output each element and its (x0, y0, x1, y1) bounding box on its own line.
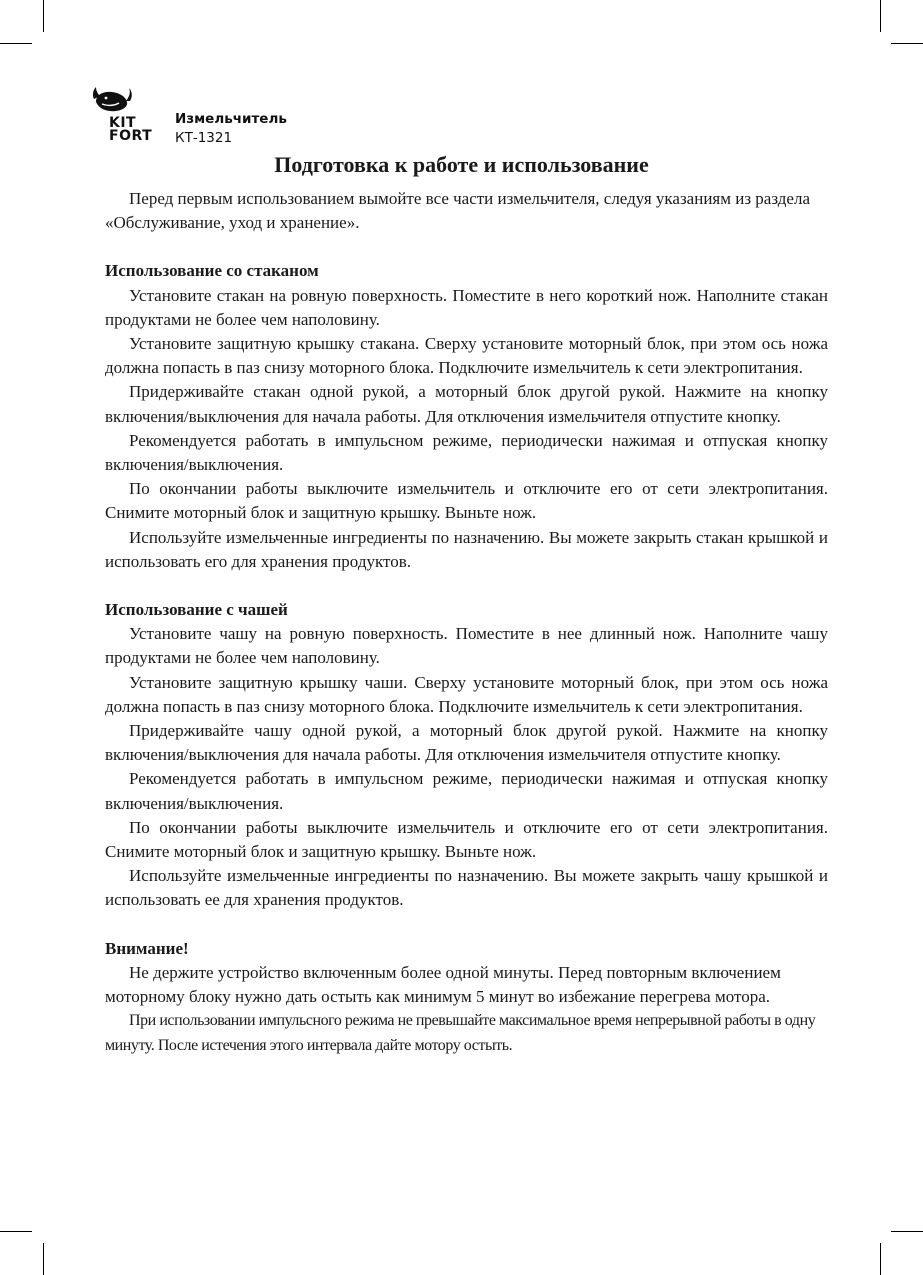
brand-line-1: KIT (109, 115, 137, 131)
brand-line-2: FORT (109, 128, 153, 144)
intro-paragraph: Перед первым использованием вымойте все части измельчителя, следуя указаниям из раздела «Обслуживание, уход и хранение». (105, 189, 810, 233)
section-heading-bowl: Использование с чашей (105, 600, 288, 620)
paragraph: Рекомендуется работать в импульсном режиме, периодически нажимая и отпуская кнопку включения/выключения. (105, 430, 828, 475)
crop-mark (891, 1231, 923, 1232)
paragraph: Придерживайте стакан одной рукой, а моторный блок другой рукой. Нажмите на кнопку включения/выключения для начала работы. Для отключения измельчителя отпустите кнопку. (105, 382, 828, 426)
section-heading-warning: Внимание! (105, 938, 189, 958)
document-body (105, 187, 828, 1058)
crop-mark (43, 1243, 44, 1275)
paragraph: Используйте измельченные ингредиенты по назначению. Вы можете закрыть стакан крышкой и использовать его для хранения продуктов. (105, 527, 828, 571)
paragraph: При использовании импульсного режима не превышайте максимальное время непрерывной работы в одну минуту. После истечения этого интервала дайте мотору остыть. (105, 1012, 816, 1054)
section-heading-glass: Использование со стаканом (105, 261, 319, 281)
paragraph: Придерживайте чашу одной рукой, а моторный блок другой рукой. Нажмите на кнопку включения/выключения для начала работы. Для отключения измельчителя отпустите кнопку. (105, 721, 828, 765)
page-title: Подготовка к работе и использование (274, 152, 649, 177)
whale-icon (92, 85, 134, 113)
paragraph: Установите защитную крышку чаши. Сверху установите моторный блок, при этом ось ножа должна попасть в паз снизу моторного блока. Подключите измельчитель к сети электропитания. (105, 672, 828, 716)
paragraph: По окончании работы выключите измельчитель и отключите его от сети электропитания. Снимите моторный блок и защитную крышку. Выньте нож. (105, 817, 828, 862)
paragraph: Установите чашу на ровную поверхность. Поместите в нее длинный нож. Наполните чашу продуктами не более чем наполовину. (105, 624, 828, 668)
paragraph: Используйте измельченные ингредиенты по назначению. Вы можете закрыть чашу крышкой и использовать ее для хранения продуктов. (105, 866, 828, 910)
paragraph: Установите защитную крышку стакана. Сверху установите моторный блок, при этом ось ножа должна попасть в паз снизу моторного блока. Подключите измельчитель к сети электропитания. (105, 334, 828, 378)
paragraph: Рекомендуется работать в импульсном режиме, периодически нажимая и отпуская кнопку включения/выключения. (105, 769, 828, 813)
brand-logo (92, 85, 162, 147)
crop-mark (891, 43, 923, 44)
paragraph: Не держите устройство включенным более одной минуты. Перед повторным включением моторному блоку нужно дать остыть как минимум 5 минут во избежание перегрева мотора. (105, 962, 781, 1007)
product-name: Измельчитель (175, 111, 287, 127)
product-info (175, 110, 287, 148)
paragraph: По окончании работы выключите измельчитель и отключите его от сети электропитания. Снимите моторный блок и защитную крышку. Выньте нож. (105, 479, 828, 523)
crop-mark (880, 1243, 881, 1275)
crop-mark (0, 43, 32, 44)
crop-mark (0, 1231, 32, 1232)
paragraph: Установите стакан на ровную поверхность. Поместите в него короткий нож. Наполните стакан продуктами не более чем наполовину. (105, 285, 828, 329)
product-model: КТ-1321 (175, 130, 233, 146)
crop-mark (43, 0, 44, 32)
crop-mark (880, 0, 881, 32)
